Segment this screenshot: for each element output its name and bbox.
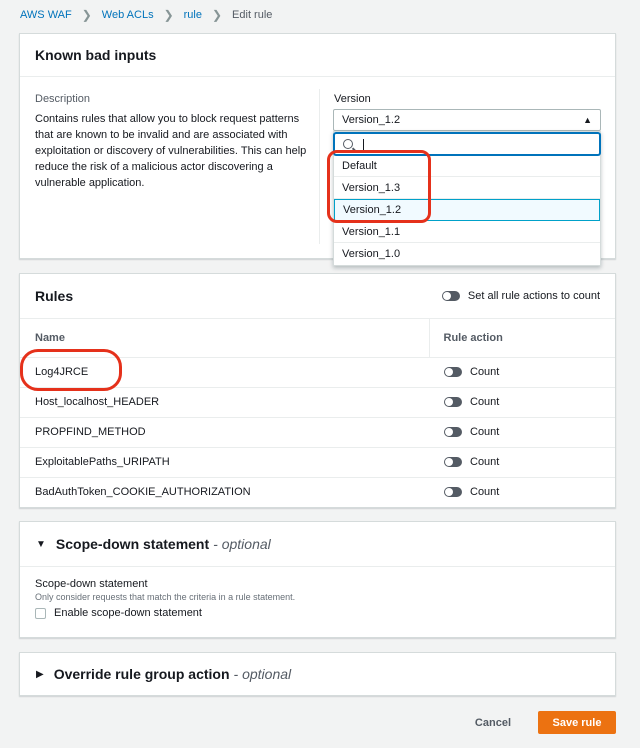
version-option-1-1[interactable]: Version_1.1 (334, 221, 600, 243)
rule-action-label: Count (470, 456, 500, 468)
breadcrumb-current: Edit rule (232, 9, 273, 21)
rule-action-cell (429, 417, 615, 447)
text-cursor (363, 139, 364, 150)
rule-action-cell (429, 387, 615, 417)
panel-title: Known bad inputs (35, 47, 157, 63)
scope-down-expander[interactable] (20, 522, 615, 567)
rule-action-cell (429, 357, 615, 387)
version-dropdown (333, 131, 601, 266)
rule-action-label: Count (470, 486, 500, 499)
save-rule-button[interactable]: Save rule (538, 711, 616, 734)
table-row (20, 357, 615, 387)
version-option-1-2[interactable]: Version_1.2 (334, 199, 600, 221)
override-panel (19, 652, 616, 696)
enable-scope-down-label: Enable scope-down statement (54, 607, 202, 619)
scope-down-label: Scope-down statement (35, 578, 148, 590)
rule-action-cell (429, 447, 615, 477)
description-label: Description (35, 93, 91, 105)
table-row (20, 447, 615, 477)
cancel-button[interactable]: Cancel (474, 716, 511, 729)
table-row (20, 477, 615, 507)
rule-name: Host_localhost_HEADER (20, 387, 429, 417)
toggle-icon (444, 367, 462, 377)
chevron-right-icon: ❯ (211, 8, 223, 22)
rules-table (20, 319, 615, 507)
rule-name: PROPFIND_METHOD (20, 417, 429, 447)
rule-name: Log4JRCE (20, 357, 429, 387)
scope-down-hint: Only consider requests that match the criteria in a rule statement. (35, 592, 296, 602)
column-divider (319, 89, 320, 244)
rule-name: BadAuthToken_COOKIE_AUTHORIZATION (35, 486, 251, 499)
rule-action-toggle[interactable] (444, 426, 615, 438)
rule-action-toggle[interactable] (444, 366, 615, 378)
description-text: Contains rules that allow you to block request patterns that are known to be invalid and are associated with exploitation or discovery of vulnerabilities. This can help reduce the risk of a malicious actor discovering a vulnerable application. (35, 113, 307, 189)
description-section (35, 93, 320, 191)
override-expander[interactable] (20, 653, 615, 695)
scope-down-optional: - optional (213, 536, 271, 552)
rule-action-label: Count (470, 366, 500, 378)
version-select-value: Version_1.2 (342, 114, 401, 126)
enable-scope-down-checkbox[interactable] (35, 607, 600, 619)
checkbox-icon (35, 608, 46, 619)
rules-header (20, 274, 615, 319)
set-all-count-label: Set all rule actions to count (467, 290, 600, 302)
breadcrumb-rule[interactable]: rule (183, 9, 202, 21)
caret-up-icon: ▲ (583, 115, 592, 125)
rule-name: ExploitablePaths_URIPATH (20, 447, 429, 477)
rule-action-label: Count (470, 396, 500, 408)
breadcrumb (20, 7, 272, 23)
breadcrumb-aws-waf[interactable]: AWS WAF (20, 9, 72, 21)
toggle-icon (444, 457, 462, 467)
toggle-icon (444, 397, 462, 407)
toggle-icon (442, 291, 460, 301)
version-option-1-0[interactable]: Version_1.0 (342, 248, 401, 260)
toggle-icon (444, 427, 462, 437)
toggle-icon (444, 487, 462, 497)
version-search-input[interactable] (334, 133, 600, 155)
set-all-count-toggle[interactable] (442, 290, 600, 302)
version-label: Version (334, 93, 371, 105)
table-row (20, 387, 615, 417)
rules-title: Rules (35, 288, 74, 304)
rules-panel (19, 273, 616, 508)
version-option-default[interactable]: Default (334, 155, 600, 177)
footer-actions (475, 711, 616, 734)
rule-action-label: Count (470, 426, 500, 438)
scope-down-body (20, 567, 615, 619)
search-icon (343, 139, 353, 149)
caret-down-icon: ▼ (36, 538, 46, 550)
panel-header (20, 34, 615, 77)
column-header-rule-action: Rule action (429, 319, 615, 357)
rule-action-toggle[interactable] (444, 396, 615, 408)
version-section (334, 93, 371, 105)
scope-down-title: Scope-down statement (55, 536, 210, 552)
version-option-1-3[interactable]: Version_1.3 (334, 177, 600, 199)
chevron-right-icon: ❯ (163, 8, 174, 22)
column-header-name: Name (20, 319, 429, 357)
chevron-right-icon: ❯ (81, 8, 92, 22)
rule-action-toggle[interactable] (444, 486, 615, 498)
rule-action-cell (429, 477, 615, 507)
override-title: Override rule group action (53, 666, 230, 682)
table-header-row (20, 319, 615, 357)
caret-right-icon: ▶ (36, 668, 44, 680)
breadcrumb-web-acls[interactable]: Web ACLs (101, 9, 154, 21)
rule-action-toggle[interactable] (444, 456, 615, 468)
table-row (20, 417, 615, 447)
override-optional: - optional (233, 666, 292, 682)
scope-down-panel (19, 521, 616, 638)
version-select[interactable] (333, 109, 601, 131)
